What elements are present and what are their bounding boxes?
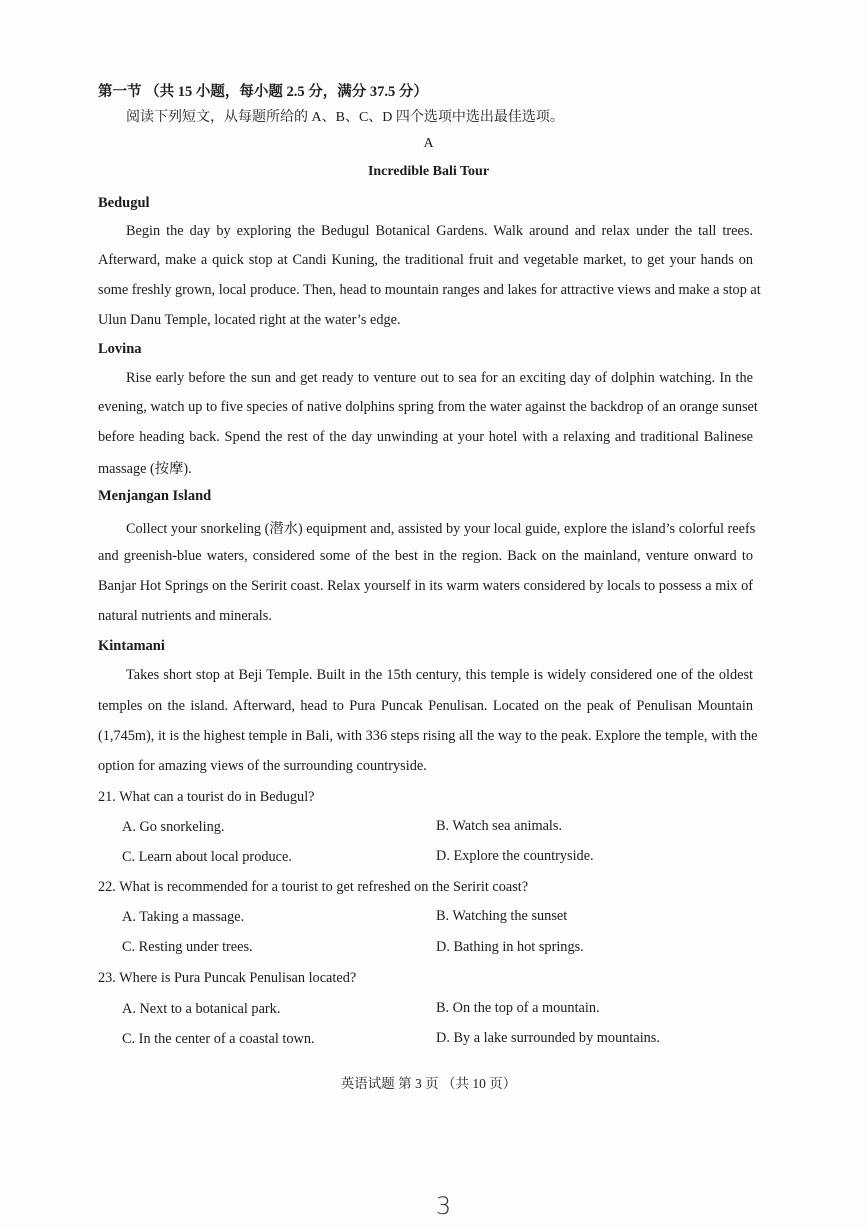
question-22-option-d: D. Bathing in hot springs. [436,939,584,955]
paragraph-line: Ulun Danu Temple, located right at the water’s edge. [98,312,401,328]
question-22-option-a: A. Taking a massage. [122,909,245,925]
section-heading-bedugul: Bedugul [98,195,150,211]
paragraph-line: massage (按摩). [98,461,192,477]
question-23-stem: 23. Where is Pura Puncak Penulisan located? [98,970,357,986]
paragraph-line: Afterward, make a quick stop at Candi Kuning, the traditional fruit and vegetable market, to get your hands on [98,252,753,268]
section-header: 第一节 （共 15 小题，每小题 2.5 分，满分 37.5 分） [98,84,428,100]
page-footer: 英语试题 第 3 页 （共 10 页） [340,1076,517,1091]
question-23-option-d: D. By a lake surrounded by mountains. [436,1030,660,1046]
question-21-stem: 21. What can a tourist do in Bedugul? [98,789,315,805]
section-heading-lovina: Lovina [98,341,142,357]
question-21-option-a: A. Go snorkeling. [122,819,225,835]
question-22-stem: 22. What is recommended for a tourist to get refreshed on the Seririt coast? [98,879,529,895]
page-number: 3 [435,1192,452,1220]
question-23-option-c: C. In the center of a coastal town. [122,1031,315,1047]
paragraph-line: natural nutrients and minerals. [98,608,272,624]
question-22-option-c: C. Resting under trees. [122,939,253,955]
question-21-option-b: B. Watch sea animals. [436,818,563,834]
paragraph-line: temples on the island. Afterward, head to Pura Puncak Penulisan. Located on the peak of Penulisan Mountain [98,698,753,714]
question-23-option-a: A. Next to a botanical park. [122,1001,281,1017]
paragraph-line: (1,745m), it is the highest temple in Bali, with 336 steps rising all the way to the peak. Explore the temple, with the [98,728,758,744]
passage-title: Incredible Bali Tour [367,164,490,179]
section-heading-kintamani: Kintamani [98,638,165,654]
question-21-option-c: C. Learn about local produce. [122,849,292,865]
question-23-option-b: B. On the top of a mountain. [436,1000,600,1016]
paragraph-line: Rise early before the sun and get ready to venture out to sea for an exciting day of dolphin watching. In the [126,370,753,386]
paragraph-line: some freshly grown, local produce. Then, head to mountain ranges and lakes for attractive views and make a stop at [98,282,761,298]
question-21-option-d: D. Explore the countryside. [436,848,594,864]
section-heading-menjangan: Menjangan Island [98,488,212,504]
question-22-option-b: B. Watching the sunset [436,908,568,924]
paragraph-line: Takes short stop at Beji Temple. Built in the 15th century, this temple is widely considered one of the oldest [126,667,753,683]
instructions: 阅读下列短文，从每题所给的 A、B、C、D 四个选项中选出最佳选项。 [126,110,564,125]
paragraph-line: Begin the day by exploring the Bedugul Botanical Gardens. Walk around and relax under the tall trees. [126,223,753,239]
passage-letter: A [423,136,434,151]
paragraph-line: evening, watch up to five species of native dolphins spring from the water against the backdrop of an orange sunset [98,399,758,415]
paragraph-line: option for amazing views of the surrounding countryside. [98,758,427,774]
paragraph-line: Collect your snorkeling (潜水) equipment and, assisted by your local guide, explore the island’s colorful reefs [126,521,756,537]
paragraph-line: Banjar Hot Springs on the Seririt coast. Relax yourself in its warm waters considered by locals to possess a mix of [98,578,753,594]
paragraph-line: and greenish-blue waters, considered some of the best in the region. Back on the mainland, venture onward to [98,548,753,564]
paragraph-line: before heading back. Spend the rest of the day unwinding at your hotel with a relaxing and traditional Balinese [98,429,753,445]
